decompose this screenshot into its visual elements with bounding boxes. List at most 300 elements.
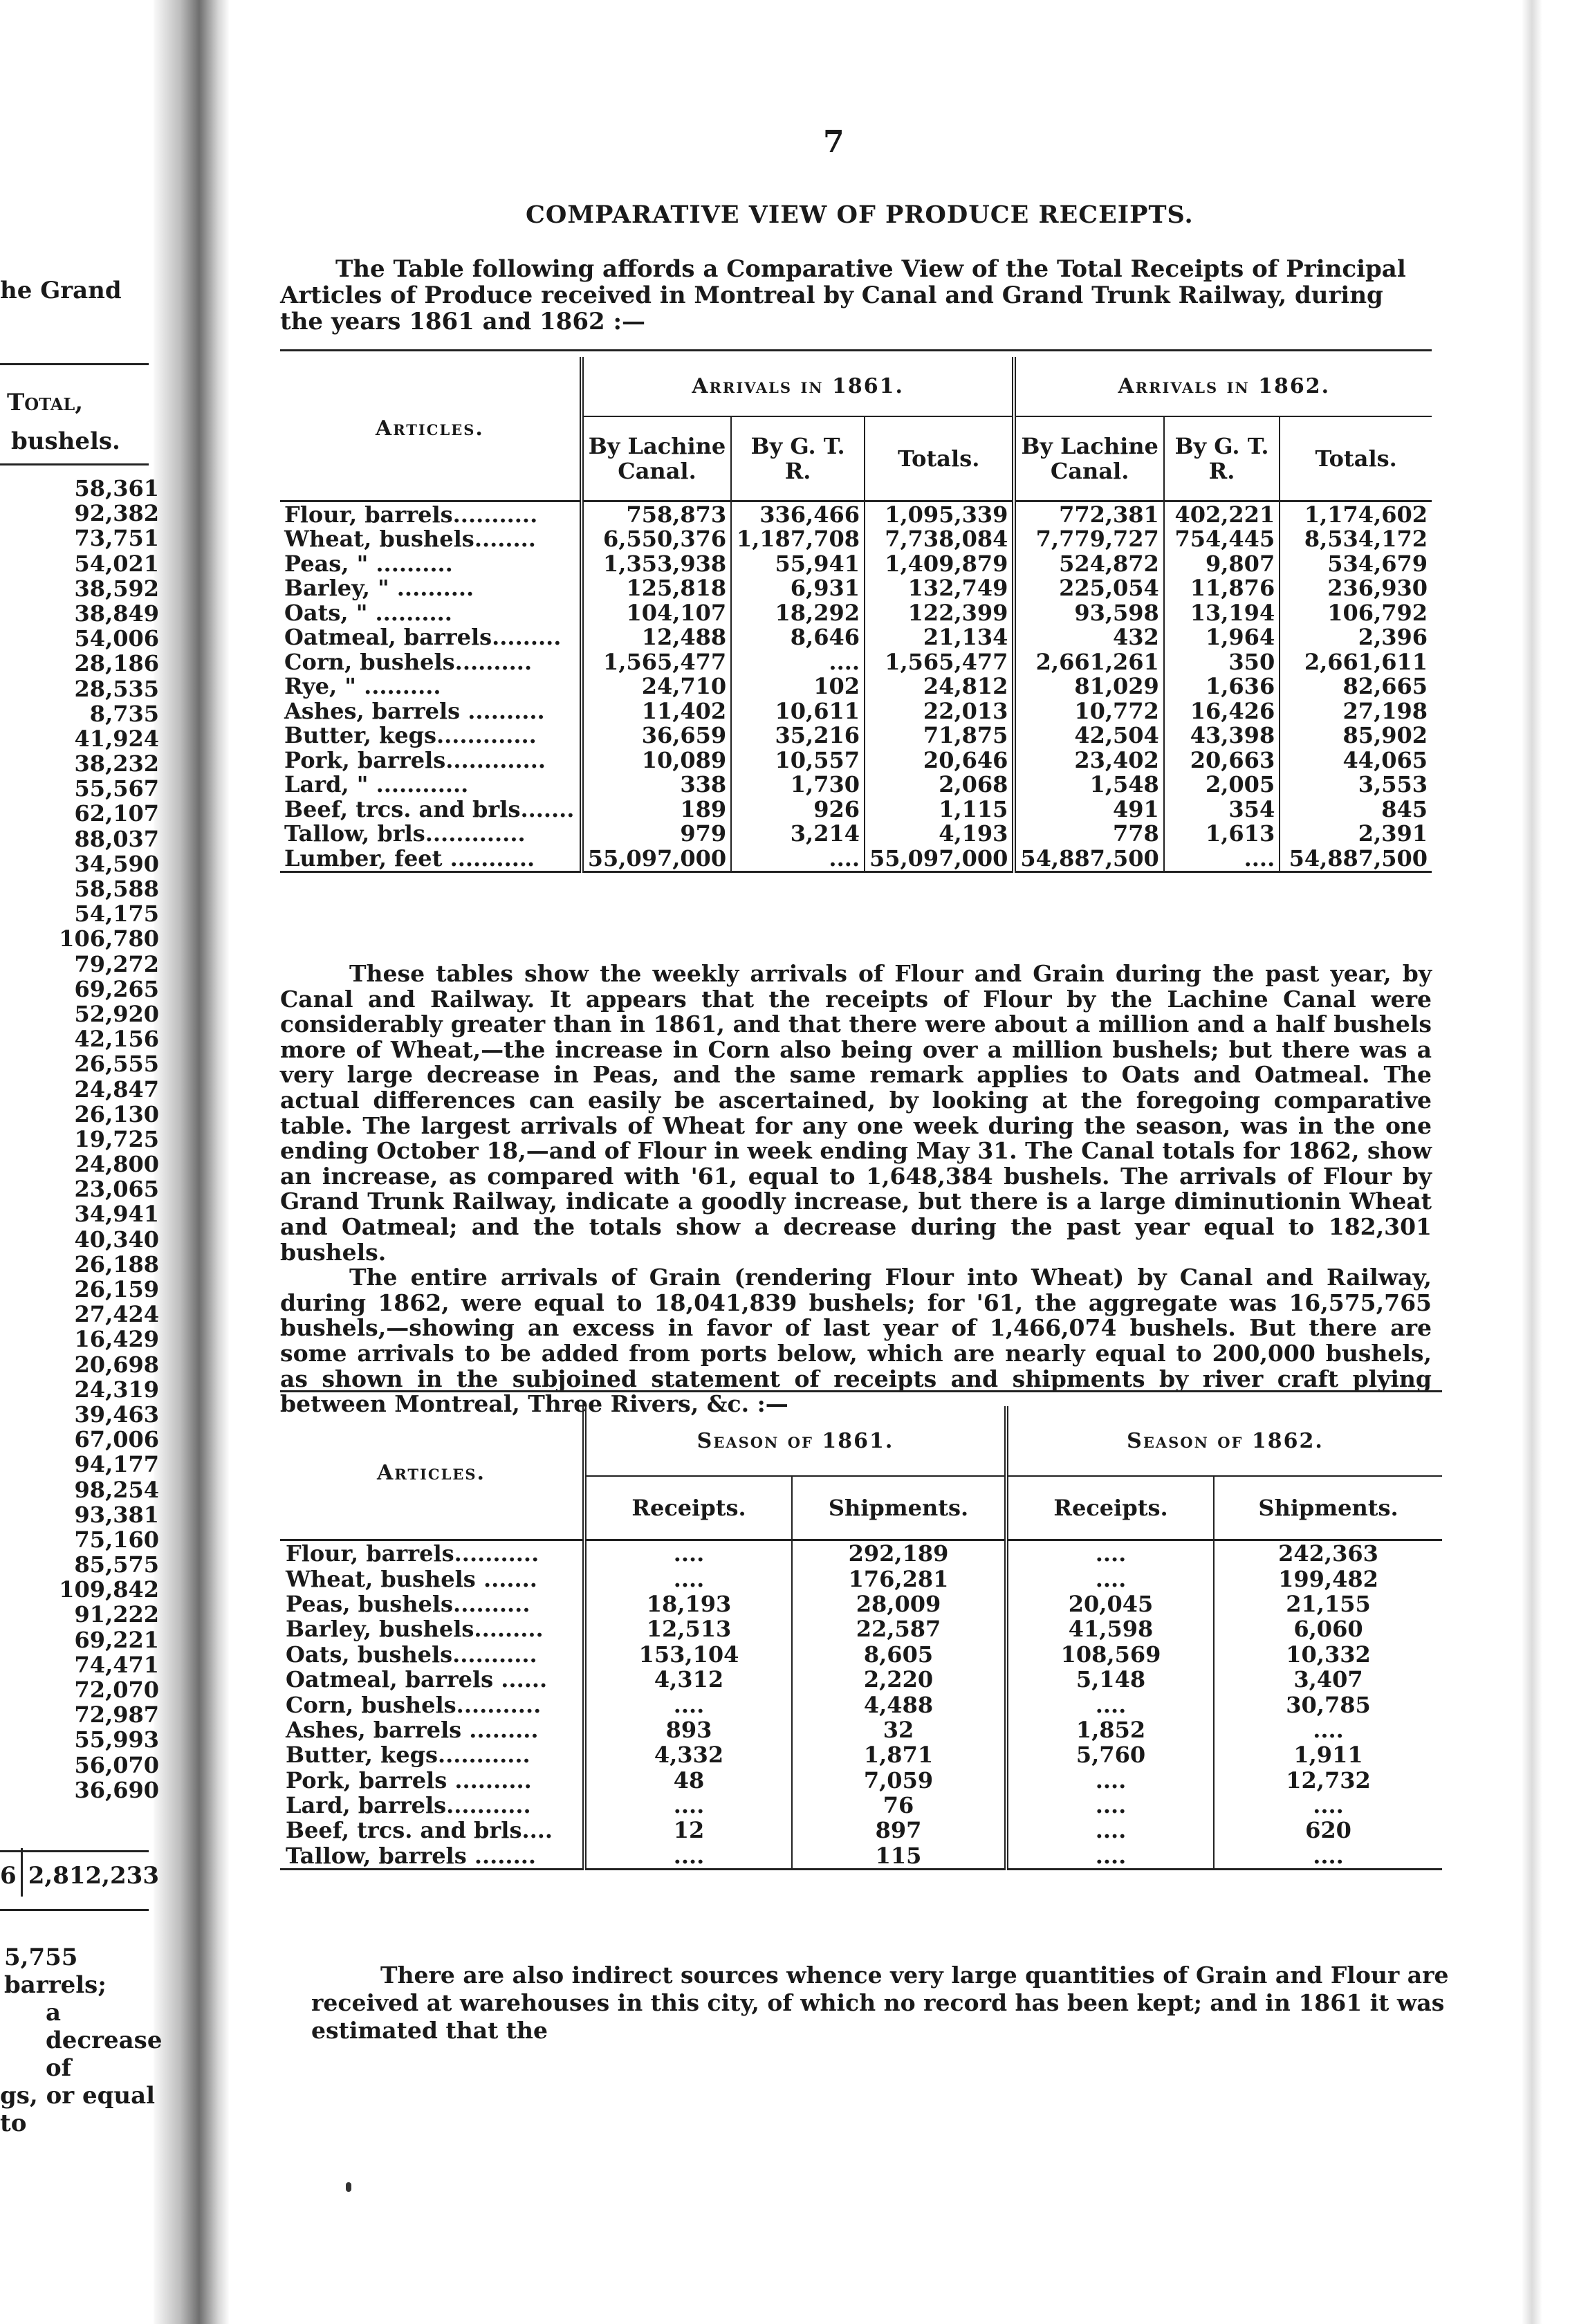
table2-bottom-rule [280, 1870, 1442, 1876]
value-cell: 1,174,602 [1280, 501, 1432, 527]
value-cell: 6,550,376 [582, 527, 731, 552]
table-row [280, 649, 1432, 674]
table1-col-lachine-1861: By Lachine Canal. [582, 416, 731, 501]
article-name-cell: Lard, " ............ [284, 771, 469, 798]
value-cell: 11,402 [582, 699, 731, 723]
value-cell: .... [1006, 1692, 1214, 1717]
final-paragraph [311, 1962, 1459, 2045]
paragraph-weekly-arrivals: These tables show the weekly arrivals of Flour and Grain during the past year, by Canal and Railway. It appears that the receipts of Flour by the Lachine Canal were considerably greater than in 1861, and that there were about a million and a half bushels more of Wheat,—the increase in Corn also being over a million bushels; but there was a very large decrease in Peas, and the same remark applies to Oats and Oatmeal. The actual differences can easily be ascertained, by looking at the foregoing comparative table. The largest arrivals of Wheat for any one week during the season, was in the one ending October 18,—and of Flour in week ending May 31. The Canal totals for 1862, show an increase, as compared with '61, equal to 1,648,384 bushels. The arrivals of Flour by Grand Trunk Railway, indicate a goodly increase, but there is a large diminutionin Wheat and Oatmeal; and the totals show a decrease during the past year equal to 182,301 bushels. [280, 960, 1432, 1266]
left-total-value: 94,177 [74, 1451, 159, 1478]
table1-col-gtr-1862: By G. T. R. [1164, 416, 1280, 501]
value-cell: 41,598 [1006, 1616, 1214, 1641]
table-row [280, 576, 1432, 601]
article-name-cell: Oatmeal, barrels......... [284, 624, 562, 651]
value-cell: 20,663 [1164, 748, 1280, 773]
value-cell: 1,911 [1214, 1742, 1442, 1767]
value-cell: 845 [1280, 797, 1432, 822]
value-cell: 12,732 [1214, 1768, 1442, 1793]
value-cell: 36,659 [582, 723, 731, 748]
intro-text: The Table following affords a Comparative View of the Total Receipts of Principal Articles of Produce received in Montreal by Canal and Grand Trunk Railway, during the years 1861 and 1862 :— [280, 255, 1406, 335]
left-page-fragment [0, 0, 166, 2324]
value-cell: 28,009 [792, 1592, 1006, 1616]
table1-articles-header: Articles. [280, 357, 582, 501]
value-cell: 22,587 [792, 1616, 1006, 1641]
left-total-value: 16,429 [74, 1326, 159, 1353]
value-cell: 236,930 [1280, 576, 1432, 601]
value-cell: 1,964 [1164, 625, 1280, 650]
value-cell: 2,661,611 [1280, 649, 1432, 674]
value-cell: .... [731, 649, 865, 674]
value-cell: 897 [792, 1818, 1006, 1843]
table1-group-1862: Arrivals in 1862. [1014, 357, 1432, 416]
value-cell: 21,155 [1214, 1592, 1442, 1616]
value-cell: 3,214 [731, 822, 865, 847]
left-total-value: 27,424 [74, 1301, 159, 1328]
value-cell: 199,482 [1214, 1566, 1442, 1591]
article-name-cell: Lumber, feet ........... [284, 845, 535, 872]
value-cell: 55,097,000 [582, 846, 731, 872]
left-total-value: 54,006 [74, 625, 159, 652]
value-cell: 893 [584, 1717, 792, 1742]
table-row [280, 822, 1432, 847]
left-total-value: 54,021 [74, 550, 159, 577]
value-cell: 189 [582, 797, 731, 822]
value-cell: 12 [584, 1818, 792, 1843]
left-footer-line: gs, or equal to [0, 2082, 156, 2137]
value-cell: 12,513 [584, 1616, 792, 1641]
value-cell: 354 [1164, 797, 1280, 822]
left-total-value: 74,471 [74, 1651, 159, 1678]
value-cell: 758,873 [582, 501, 731, 527]
left-total-value: 24,847 [74, 1076, 159, 1103]
value-cell: 6,931 [731, 576, 865, 601]
value-cell: 1,730 [731, 773, 865, 797]
left-total-value: 69,221 [74, 1626, 159, 1653]
left-total-value: 39,463 [74, 1401, 159, 1428]
value-cell: 24,710 [582, 674, 731, 699]
table-row [280, 1742, 1442, 1767]
value-cell: 620 [1214, 1818, 1442, 1843]
value-cell: 11,876 [1164, 576, 1280, 601]
table1-col-lachine-1862: By Lachine Canal. [1014, 416, 1163, 501]
value-cell: 10,089 [582, 748, 731, 773]
value-cell: .... [1214, 1717, 1442, 1742]
table-row [280, 1667, 1442, 1692]
left-total-value: 106,780 [59, 925, 159, 952]
table-row [280, 1566, 1442, 1591]
table2-body [280, 1540, 1442, 1870]
value-cell: 55,941 [731, 551, 865, 576]
table-row [280, 501, 1432, 527]
page-number: 7 [823, 124, 844, 160]
left-total-value: 58,361 [74, 475, 159, 501]
table-row [280, 1616, 1442, 1641]
left-total-value: 38,592 [74, 575, 159, 602]
table2-articles-header: Articles. [280, 1406, 584, 1540]
table2-group-1861: Season of 1861. [584, 1406, 1006, 1476]
value-cell: .... [584, 1566, 792, 1591]
value-cell: 9,807 [1164, 551, 1280, 576]
left-footer-line: 5,755 barrels; [4, 1944, 107, 1999]
value-cell: 1,187,708 [731, 527, 865, 552]
article-name-cell: Corn, bushels.......... [284, 648, 533, 675]
value-cell: 1,409,879 [865, 551, 1014, 576]
article-name-cell: Ashes, barrels ......... [286, 1716, 539, 1743]
value-cell: 176,281 [792, 1566, 1006, 1591]
left-total-value: 75,160 [74, 1526, 159, 1553]
table1-col-totals-1862: Totals. [1280, 416, 1432, 501]
value-cell: .... [1006, 1843, 1214, 1870]
left-total-header: Total, [7, 389, 84, 416]
table-row [280, 1540, 1442, 1567]
article-name-cell: Rye, " .......... [284, 673, 441, 700]
value-cell: 55,097,000 [865, 846, 1014, 872]
value-cell: 153,104 [584, 1642, 792, 1667]
ink-speck [346, 2182, 351, 2192]
value-cell: 926 [731, 797, 865, 822]
left-total-value: 93,381 [74, 1501, 159, 1528]
value-cell: 242,363 [1214, 1540, 1442, 1567]
left-heading-fragment: he Grand [0, 277, 122, 304]
left-footer-text [0, 1944, 166, 2137]
left-total-value: 26,555 [74, 1051, 159, 1078]
article-name-cell: Pork, barrels .......... [286, 1767, 532, 1793]
left-values-column [21, 476, 159, 1802]
article-name-cell: Peas, " .......... [284, 550, 453, 577]
table-row [280, 748, 1432, 773]
left-total-value: 69,265 [74, 975, 159, 1002]
left-total-value: 109,842 [59, 1576, 159, 1603]
article-name-cell: Ashes, barrels .......... [284, 697, 545, 724]
table2-top-rule [280, 1392, 1442, 1407]
left-total-value: 88,037 [74, 825, 159, 852]
left-total-value: 8,735 [89, 700, 159, 727]
value-cell: .... [1006, 1768, 1214, 1793]
left-total-value: 23,065 [74, 1176, 159, 1203]
value-cell: 18,292 [731, 600, 865, 625]
value-cell: 402,221 [1164, 501, 1280, 527]
intro-paragraph [280, 256, 1414, 335]
table2-col-shipments-1862: Shipments. [1214, 1476, 1442, 1540]
left-total-value: 52,920 [74, 1000, 159, 1027]
value-cell: .... [584, 1793, 792, 1818]
left-total-value: 55,993 [74, 1726, 159, 1753]
value-cell: 3,407 [1214, 1667, 1442, 1692]
table-row [280, 773, 1432, 797]
left-total-value: 26,130 [74, 1100, 159, 1127]
value-cell: 22,013 [865, 699, 1014, 723]
value-cell: 5,760 [1006, 1742, 1214, 1767]
article-name-cell: Oatmeal, barrels ...... [286, 1666, 548, 1693]
final-text: There are also indirect sources whence very large quantities of Grain and Flour are received at warehouses in this city, of which no record has been kept; and in 1861 it was estimated that the [311, 1962, 1449, 2044]
value-cell: 1,353,938 [582, 551, 731, 576]
article-name-cell: Barley, " .......... [284, 575, 474, 602]
table-row [280, 1717, 1442, 1742]
arrivals-table [280, 349, 1432, 878]
value-cell: 125,818 [582, 576, 731, 601]
value-cell: 81,029 [1014, 674, 1163, 699]
left-total-value: 92,382 [74, 500, 159, 527]
value-cell: 350 [1164, 649, 1280, 674]
article-name-cell: Butter, kegs............ [286, 1742, 530, 1769]
value-cell: 115 [792, 1843, 1006, 1870]
left-rule-top [0, 363, 149, 365]
left-total-value: 54,175 [74, 901, 159, 928]
left-total-value: 67,006 [74, 1426, 159, 1453]
left-total-value: 40,340 [74, 1226, 159, 1253]
table-row [280, 674, 1432, 699]
left-total-value: 79,272 [74, 950, 159, 977]
value-cell: 132,749 [865, 576, 1014, 601]
article-name-cell: Tallow, barrels ........ [286, 1842, 536, 1869]
article-name-cell: Lard, barrels........... [286, 1792, 531, 1819]
value-cell: 778 [1014, 822, 1163, 847]
value-cell: 21,134 [865, 625, 1014, 650]
value-cell: 491 [1014, 797, 1163, 822]
value-cell: 1,565,477 [865, 649, 1014, 674]
value-cell: .... [584, 1540, 792, 1567]
value-cell: 7,779,727 [1014, 527, 1163, 552]
table1-bottom-rule [280, 872, 1432, 878]
left-total-value: 85,575 [74, 1551, 159, 1578]
table-row [280, 1793, 1442, 1818]
value-cell: 48 [584, 1768, 792, 1793]
left-total-value: 91,222 [74, 1601, 159, 1628]
article-name-cell: Oats, bushels........... [286, 1641, 537, 1668]
value-cell: 30,785 [1214, 1692, 1442, 1717]
table-row [280, 1642, 1442, 1667]
left-total-value: 20,698 [74, 1351, 159, 1378]
left-total-fragment: 6 [0, 1862, 17, 1890]
table-row [280, 1592, 1442, 1616]
value-cell: .... [1214, 1793, 1442, 1818]
left-total-value: 42,156 [74, 1026, 159, 1053]
left-total-value: 26,188 [74, 1251, 159, 1278]
value-cell: 1,115 [865, 797, 1014, 822]
value-cell: 2,391 [1280, 822, 1432, 847]
value-cell: 4,488 [792, 1692, 1006, 1717]
value-cell: 772,381 [1014, 501, 1163, 527]
article-name-cell: Corn, bushels........... [286, 1691, 542, 1718]
left-total-value: 28,186 [74, 650, 159, 677]
table-row [280, 600, 1432, 625]
left-bushels-header: bushels. [11, 427, 120, 455]
value-cell: .... [1006, 1818, 1214, 1843]
value-cell: 7,738,084 [865, 527, 1014, 552]
value-cell: 104,107 [582, 600, 731, 625]
value-cell: 5,148 [1006, 1667, 1214, 1692]
value-cell: 42,504 [1014, 723, 1163, 748]
value-cell: 1,613 [1164, 822, 1280, 847]
value-cell: 23,402 [1014, 748, 1163, 773]
left-total-value: 26,159 [74, 1276, 159, 1302]
value-cell: .... [584, 1843, 792, 1870]
left-total-value: 34,590 [74, 850, 159, 877]
value-cell: 122,399 [865, 600, 1014, 625]
value-cell: 8,646 [731, 625, 865, 650]
article-name-cell: Pork, barrels............. [284, 746, 546, 773]
value-cell: 4,312 [584, 1667, 792, 1692]
value-cell: 524,872 [1014, 551, 1163, 576]
article-name-cell: Tallow, brls............. [284, 820, 526, 847]
article-name-cell: Beef, trcs. and brls....... [284, 795, 575, 822]
value-cell: 7,059 [792, 1768, 1006, 1793]
table-row [280, 846, 1432, 872]
left-total-value: 38,849 [74, 600, 159, 627]
table-row [280, 1843, 1442, 1870]
value-cell: 292,189 [792, 1540, 1006, 1567]
value-cell: 2,661,261 [1014, 649, 1163, 674]
left-total-value: 73,751 [74, 525, 159, 552]
river-craft-table [280, 1390, 1442, 1876]
value-cell: .... [584, 1692, 792, 1717]
article-name-cell: Peas, bushels.......... [286, 1590, 530, 1617]
table-row [280, 625, 1432, 650]
value-cell: 1,636 [1164, 674, 1280, 699]
value-cell: .... [1164, 846, 1280, 872]
article-name-cell: Wheat, bushels ....... [286, 1565, 537, 1592]
table-row [280, 551, 1432, 576]
value-cell: 32 [792, 1717, 1006, 1742]
article-name-cell: Butter, kegs............. [284, 722, 537, 749]
table1-group-1861: Arrivals in 1861. [582, 357, 1015, 416]
table2-col-receipts-1862: Receipts. [1006, 1476, 1214, 1540]
value-cell: 27,198 [1280, 699, 1432, 723]
table-row [280, 527, 1432, 552]
value-cell: 71,875 [865, 723, 1014, 748]
left-total-value: 19,725 [74, 1125, 159, 1152]
value-cell: 106,792 [1280, 600, 1432, 625]
value-cell: .... [731, 846, 865, 872]
value-cell: 338 [582, 773, 731, 797]
value-cell: 2,220 [792, 1667, 1006, 1692]
value-cell: 2,396 [1280, 625, 1432, 650]
value-cell: .... [1006, 1793, 1214, 1818]
value-cell: 20,045 [1006, 1592, 1214, 1616]
value-cell: 1,852 [1006, 1717, 1214, 1742]
value-cell: 35,216 [731, 723, 865, 748]
value-cell: 85,902 [1280, 723, 1432, 748]
value-cell: .... [1006, 1566, 1214, 1591]
table2-col-receipts-1861: Receipts. [584, 1476, 792, 1540]
left-total-value: 41,924 [74, 725, 159, 752]
table2-col-shipments-1861: Shipments. [792, 1476, 1006, 1540]
value-cell: 10,772 [1014, 699, 1163, 723]
value-cell: 10,611 [731, 699, 865, 723]
value-cell: 82,665 [1280, 674, 1432, 699]
article-name-cell: Flour, barrels........... [286, 1540, 539, 1567]
value-cell: .... [1214, 1843, 1442, 1870]
left-total-value: 72,070 [74, 1677, 159, 1703]
table-row [280, 1818, 1442, 1843]
table-row [280, 1692, 1442, 1717]
table-row [280, 723, 1432, 748]
value-cell: 4,332 [584, 1742, 792, 1767]
value-cell: 18,193 [584, 1592, 792, 1616]
value-cell: 8,605 [792, 1642, 1006, 1667]
value-cell: 4,193 [865, 822, 1014, 847]
value-cell: 43,398 [1164, 723, 1280, 748]
page-edge [1522, 0, 1542, 2324]
table1-body [280, 501, 1432, 872]
value-cell: 54,887,500 [1014, 846, 1163, 872]
value-cell: 534,679 [1280, 551, 1432, 576]
value-cell: 6,060 [1214, 1616, 1442, 1641]
left-total-value: 28,535 [74, 675, 159, 702]
left-rule-header [0, 463, 149, 465]
left-total-value: 24,800 [74, 1151, 159, 1178]
value-cell: 1,871 [792, 1742, 1006, 1767]
paragraph-grain-arrivals: The entire arrivals of Grain (rendering Flour into Wheat) by Canal and Railway, during 1862, were equal to 18,041,839 bushels; for '61, the aggregate was 16,575,765 bushels,—showing an excess in favor of last year of 1,466,074 bushels. But there are some arrivals to be added from ports below, which are nearly equal to 200,000 bushels, as shown in the subjoined statement of receipts and shipments by river craft plying between Montreal, Three Rivers, &c. :— [280, 1264, 1432, 1418]
value-cell: 102 [731, 674, 865, 699]
body-text [280, 961, 1432, 1417]
value-cell: .... [1006, 1540, 1214, 1567]
value-cell: 1,548 [1014, 773, 1163, 797]
value-cell: 13,194 [1164, 600, 1280, 625]
value-cell: 432 [1014, 625, 1163, 650]
article-name-cell: Oats, " .......... [284, 599, 452, 626]
value-cell: 1,095,339 [865, 501, 1014, 527]
article-name-cell: Wheat, bushels........ [284, 526, 536, 553]
left-total-value: 56,070 [74, 1751, 159, 1778]
table1-col-totals-1861: Totals. [865, 416, 1014, 501]
left-total-value: 36,690 [74, 1776, 159, 1803]
value-cell: 76 [792, 1793, 1006, 1818]
left-total-divider [21, 1848, 23, 1897]
page-title: COMPARATIVE VIEW OF PRODUCE RECEIPTS. [526, 201, 1194, 229]
value-cell: 12,488 [582, 625, 731, 650]
value-cell: 20,646 [865, 748, 1014, 773]
value-cell: 2,068 [865, 773, 1014, 797]
left-grand-total: 2,812,233 [28, 1862, 159, 1890]
value-cell: 44,065 [1280, 748, 1432, 773]
left-total-value: 62,107 [74, 800, 159, 827]
value-cell: 336,466 [731, 501, 865, 527]
value-cell: 16,426 [1164, 699, 1280, 723]
value-cell: 754,445 [1164, 527, 1280, 552]
table2-group-1862: Season of 1862. [1006, 1406, 1442, 1476]
left-total-value: 34,941 [74, 1201, 159, 1228]
article-name-cell: Barley, bushels......... [286, 1616, 544, 1643]
table-row [280, 1768, 1442, 1793]
article-name-cell: Flour, barrels........... [284, 501, 538, 528]
left-total-value: 55,567 [74, 775, 159, 802]
value-cell: 54,887,500 [1280, 846, 1432, 872]
article-name-cell: Beef, trcs. and brls.... [286, 1817, 553, 1844]
value-cell: 10,332 [1214, 1642, 1442, 1667]
value-cell: 1,565,477 [582, 649, 731, 674]
value-cell: 108,569 [1006, 1642, 1214, 1667]
value-cell: 979 [582, 822, 731, 847]
table1-col-gtr-1861: By G. T. R. [731, 416, 865, 501]
value-cell: 24,812 [865, 674, 1014, 699]
value-cell: 93,598 [1014, 600, 1163, 625]
left-footer-line: a decrease of [46, 1999, 163, 2082]
value-cell: 225,054 [1014, 576, 1163, 601]
left-total-value: 38,232 [74, 750, 159, 777]
value-cell: 2,005 [1164, 773, 1280, 797]
value-cell: 10,557 [731, 748, 865, 773]
table-row [280, 699, 1432, 723]
table-row [280, 797, 1432, 822]
value-cell: 3,553 [1280, 773, 1432, 797]
left-total-value: 98,254 [74, 1476, 159, 1503]
left-rule-bottom [0, 1909, 149, 1911]
left-total-value: 72,987 [74, 1702, 159, 1728]
left-total-value: 58,588 [74, 876, 159, 902]
table1-top-rule [280, 351, 1432, 358]
value-cell: 8,534,172 [1280, 527, 1432, 552]
